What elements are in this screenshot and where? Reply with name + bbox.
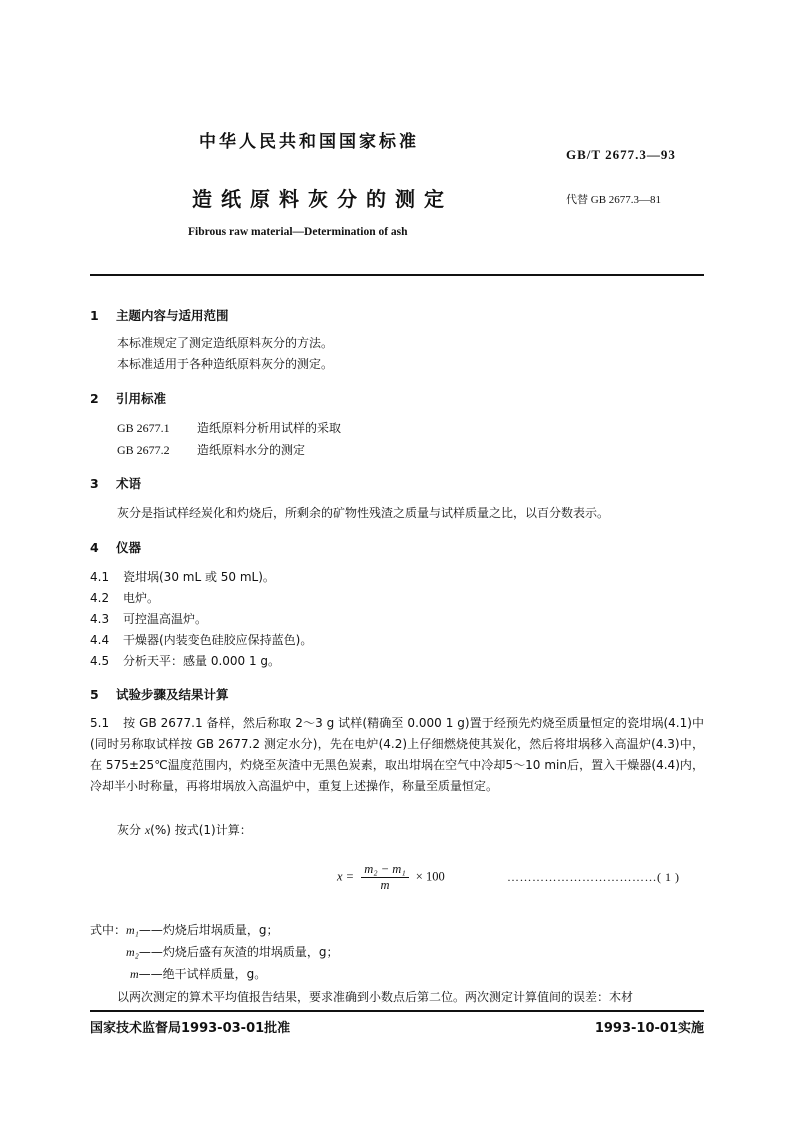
section-1-line-2: 本标准适用于各种造纸原料灰分的测定。 <box>117 357 334 371</box>
legend-line-1: 式中：m₁——灼烧后坩埚质量，g； <box>90 923 279 937</box>
formula-fraction <box>361 862 408 893</box>
reference-code: GB 2677.1 <box>117 421 170 435</box>
replaces-note: 代替 GB 2677.3—81 <box>566 194 662 206</box>
ash-formula <box>337 862 445 893</box>
section-4-heading: 4 仪器 <box>90 540 142 555</box>
clause-number: 5.1 <box>90 716 110 730</box>
reference-code: GB 2677.2 <box>117 443 170 457</box>
reference-name: 造纸原料水分的测定 <box>197 443 306 457</box>
procedure-paragraph <box>90 713 704 797</box>
section-3-definition: 灰分是指试样经炭化和灼烧后，所剩余的矿物性残渣之质量与试样质量之比，以百分数表示。 <box>117 506 610 520</box>
standard-number: GB/T 2677.3—93 <box>566 147 676 162</box>
formula-lhs: x = <box>337 869 355 884</box>
section-2-heading: 2 引用标准 <box>90 391 167 406</box>
legend-line-3: m——绝干试样质量，g。 <box>130 967 267 981</box>
procedure-text: 按 GB 2677.1 备样，然后称取 2～3 g 试样(精确至 0.000 1 g)置于经预先灼烧至质量恒定的瓷坩埚(4.1)中(同时另称取试样按 GB 2677.2 测定水分)，先在电炉(4.2)上仔细燃烧使其炭化，然后将坩埚移入高温炉(4.3)中，在 575±25℃温度范围内，灼烧至灰渣中无黑色炭素，取出坩埚在空气中冷却5～10 min后，置入干燥器(4.4)内，冷却半小时称量，再将坩埚放入高温炉中，重复上述操作，称量至质量恒定。 <box>90 716 704 793</box>
reference-2 <box>117 441 305 458</box>
section-5-heading: 5 试验步骤及结果计算 <box>90 687 229 702</box>
formula-numerator: m₂ − m₁ <box>361 862 408 878</box>
apparatus-item: 4.1 瓷坩埚(30 mL 或 50 mL)。 <box>90 570 275 584</box>
header-divider <box>90 274 704 276</box>
section-3-heading: 3 术语 <box>90 476 142 491</box>
result-reporting-text: 以两次测定的算术平均值报告结果，要求准确到小数点后第二位。两次测定计算值间的误差：木材 <box>117 990 634 1004</box>
document-title-english: Fibrous raw material—Determination of ash <box>188 226 408 238</box>
section-1-heading: 1 主题内容与适用范围 <box>90 308 229 323</box>
apparatus-item: 4.5 分析天平：感量 0.000 1 g。 <box>90 654 281 668</box>
effective-date: 1993-10-01实施 <box>594 1021 704 1036</box>
apparatus-item: 4.3 可控温高温炉。 <box>90 612 208 626</box>
standard-category-title: 中华人民共和国国家标准 <box>199 132 419 152</box>
footer-divider <box>90 1010 704 1012</box>
reference-1 <box>117 419 341 436</box>
apparatus-item: 4.4 干燥器(内装变色硅胶应保持蓝色)。 <box>90 633 313 647</box>
formula-multiplier: × 100 <box>415 869 445 884</box>
reference-name: 造纸原料分析用试样的采取 <box>197 421 342 435</box>
equation-number: ………………………………( 1 ) <box>507 870 680 884</box>
section-1-line-1: 本标准规定了测定造纸原料灰分的方法。 <box>117 336 334 350</box>
legend-line-2: m₂——灼烧后盛有灰渣的坩埚质量，g； <box>126 945 339 959</box>
approval-note: 国家技术监督局1993-03-01批准 <box>90 1021 291 1036</box>
apparatus-item: 4.2 电炉。 <box>90 591 160 605</box>
document-title: 造纸原料灰分的测定 <box>192 187 453 211</box>
formula-intro: 灰分 x(%) 按式(1)计算： <box>117 823 252 837</box>
formula-denominator: m <box>380 878 390 892</box>
